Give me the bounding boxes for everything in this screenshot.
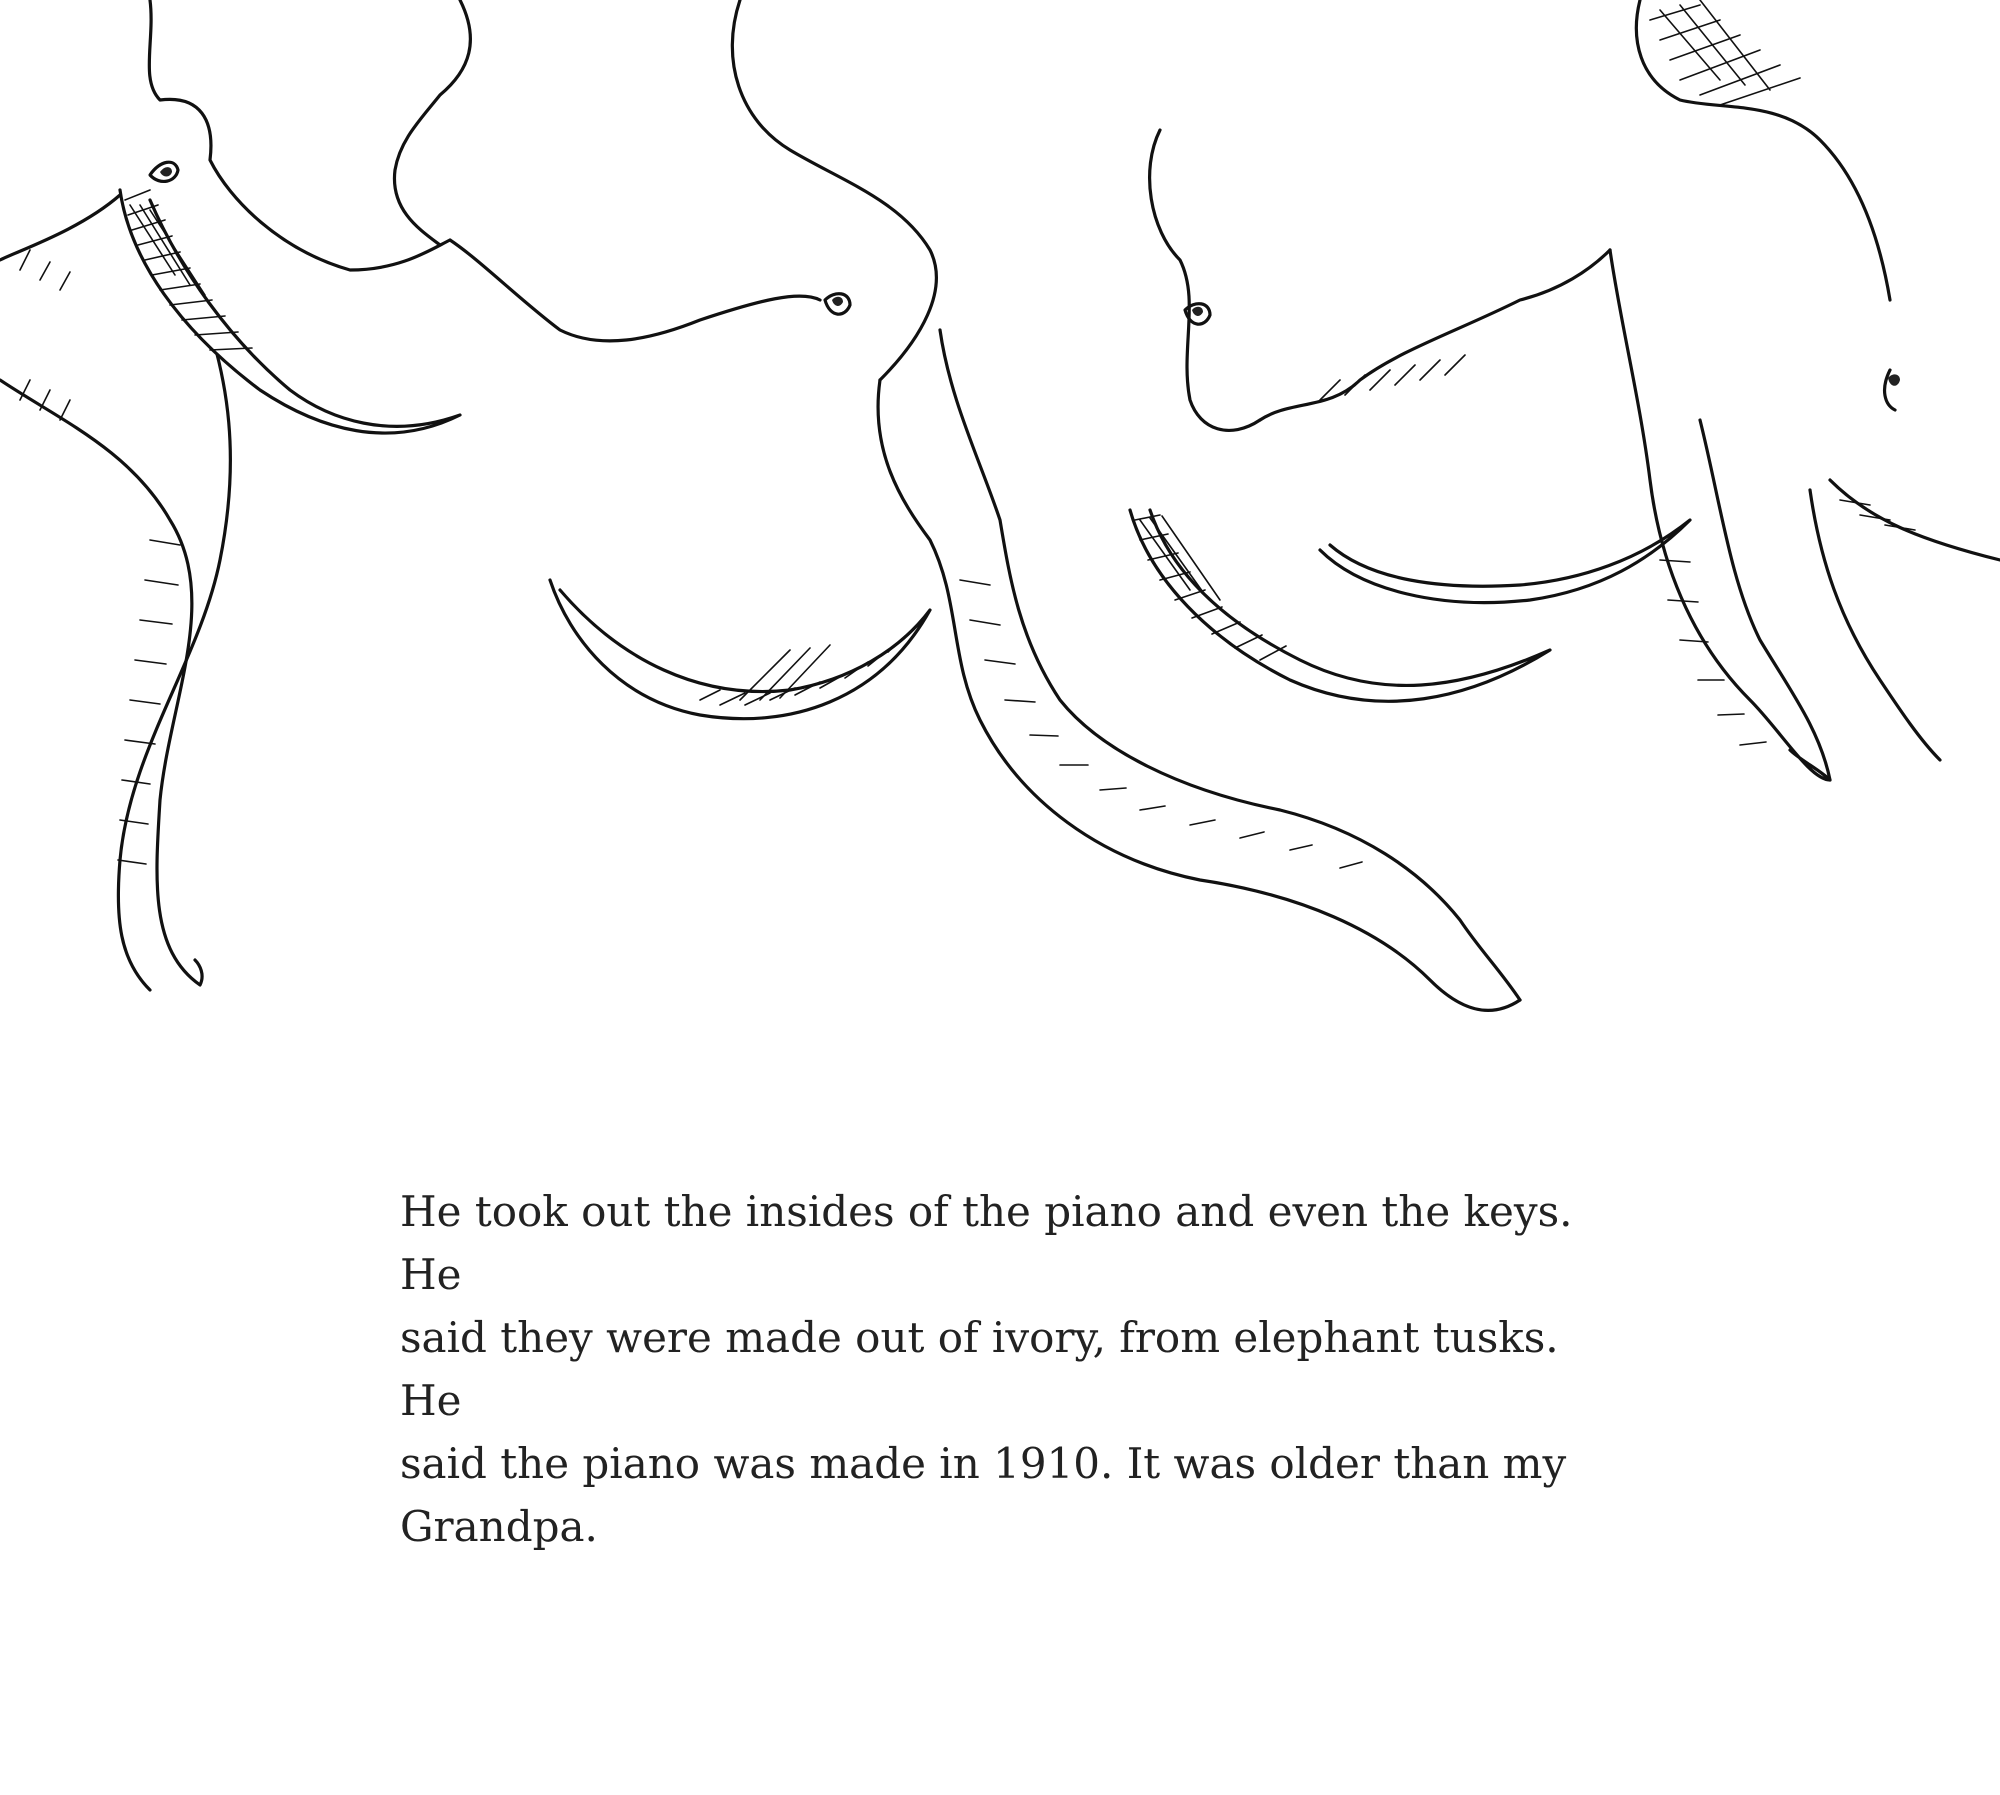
story-line-4: Grandpa.: [400, 1502, 598, 1551]
story-text: [400, 1180, 1630, 1558]
story-line-3: said the piano was made in 1910. It was older than my: [400, 1439, 1567, 1488]
elephant-far-right: [1636, 0, 2000, 760]
story-line-1: He took out the insides of the piano and even the keys. He: [400, 1187, 1573, 1299]
story-line-2: said they were made out of ivory, from elephant tusks. He: [400, 1313, 1559, 1425]
elephant-center: [450, 0, 1520, 1010]
elephant-right-center: [1130, 130, 1830, 780]
elephant-left: [0, 0, 470, 990]
